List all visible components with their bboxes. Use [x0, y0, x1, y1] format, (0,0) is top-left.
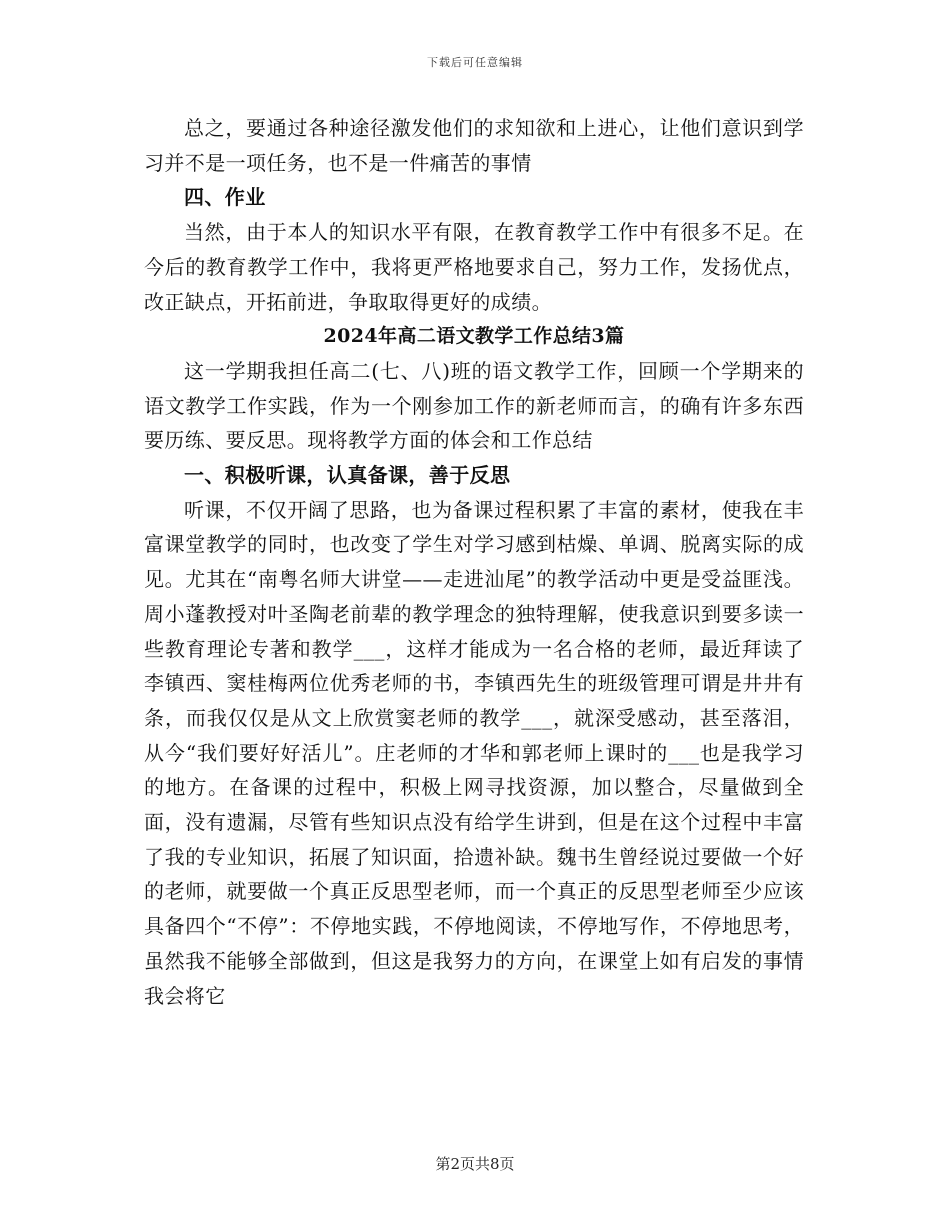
- document-body: [144, 111, 804, 1013]
- page-number: 第2页共8页: [435, 1155, 515, 1173]
- page-header-note: 下载后可任意编辑: [427, 56, 523, 69]
- body-paragraph: 听课，不仅开阔了思路，也为备课过程积累了丰富的素材，使我在丰富课堂教学的同时，也改变了学生对学习感到枯燥、单调、脱离实际的成见。尤其在“南粤名师大讲堂——走进汕尾”的教学活动中更是受益匪浅。周小蓬教授对叶圣陶老前辈的教学理念的独特理解，使我意识到要多读一些教育理论专著和教学___，这样才能成为一名合格的老师，最近拜读了李镇西、窦桂梅两位优秀老师的书，李镇西先生的班级管理可谓是井井有条，而我仅仅是从文上欣赏窦老师的教学___，就深受感动，甚至落泪，从今“我们要好好活儿”。庄老师的才华和郭老师上课时的___也是我学习的地方。在备课的过程中，积极上网寻找资源，加以整合，尽量做到全面，没有遗漏，尽管有些知识点没有给学生讲到，但是在这个过程中丰富了我的专业知识，拓展了知识面，拾遗补缺。魏书生曾经说过要做一个好的老师，就要做一个真正反思型老师，而一个真正的反思型老师至少应该具备四个“不停”：不停地实践，不停地阅读，不停地写作，不停地思考，虽然我不能够全部做到，但这是我努力的方向，在课堂上如有启发的事情我会将它: [144, 497, 804, 1008]
- section-heading: 四、作业: [184, 185, 266, 210]
- body-paragraph: 这一学期我担任高二(七、八)班的语文教学工作，回顾一个学期来的语文教学工作实践，作为一个刚参加工作的新老师而言，的确有许多东西要历练、要反思。现将教学方面的体会和工作总结: [144, 358, 804, 453]
- section-heading: 一、积极听课，认真备课，善于反思: [184, 463, 511, 488]
- document-title: 2024年高二语文教学工作总结3篇: [323, 325, 625, 348]
- body-paragraph: 总之，要通过各种途径激发他们的求知欲和上进心，让他们意识到学习并不是一项任务，也不是一件痛苦的事情: [144, 116, 804, 175]
- body-paragraph: 当然，由于本人的知识水平有限，在教育教学工作中有很多不足。在今后的教育教学工作中，我将更严格地要求自己，努力工作，发扬优点，改正缺点，开拓前进，争取取得更好的成绩。: [144, 220, 804, 314]
